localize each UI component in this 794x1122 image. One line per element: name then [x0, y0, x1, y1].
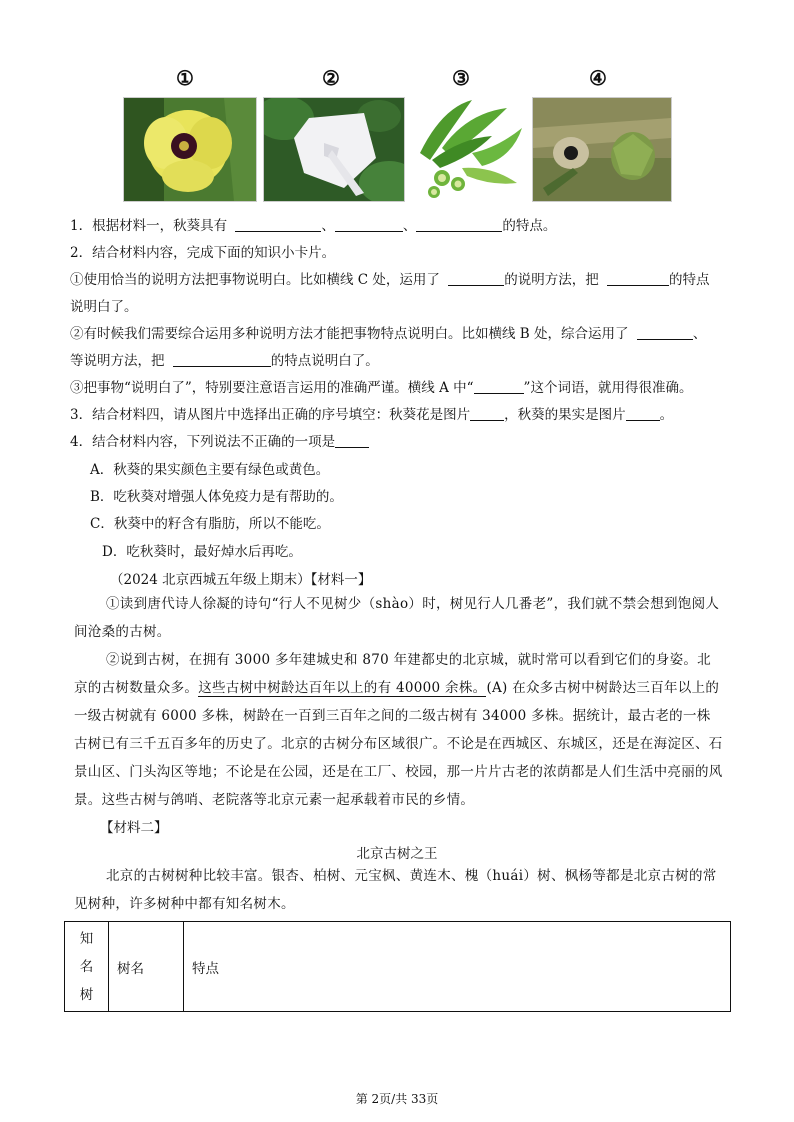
text: 的说明方法，把 [504, 272, 599, 288]
text: 等说明方法，把 [70, 353, 165, 369]
text: ③把事物“说明白了”，特别要注意语言运用的准确严谨。横线 A 中“ [70, 380, 474, 396]
text: ①使用恰当的说明方法把事物说明白。比如横线 C 处，运用了 [70, 272, 440, 288]
page-footer: 第 2页/共 33页 [355, 1092, 439, 1106]
option-d[interactable]: D．吃秋葵时，最好焯水后再吃。 [102, 544, 302, 560]
question-3 [70, 403, 673, 423]
passage-paragraph-1: ①读到唐代诗人徐凝的诗句“行人不见树少（shào）时，树见行人几番老”，我们就不禁会想到饱阅人间沧桑的古树。 [74, 596, 720, 640]
char: 树 [79, 986, 94, 1003]
text: 4．结合材料内容，下列说法不正确的一项是 [70, 434, 336, 450]
option-c[interactable]: C．秋葵中的籽含有脂肪，所以不能吃。 [90, 516, 330, 532]
table-header-tree-name: 树名 [109, 922, 184, 1012]
char: 知 [79, 930, 94, 947]
okra-pods-photo [411, 97, 526, 202]
text: ，秋葵的果实是图片 [504, 407, 626, 423]
material-2-title: 北京古树之王 [356, 846, 438, 862]
white-flower-photo [263, 97, 405, 202]
question-2-2-cont [70, 349, 379, 369]
answer-blank[interactable] [626, 406, 660, 421]
question-1 [70, 214, 556, 234]
passage-paragraph-2 [74, 646, 724, 814]
text: 、 [692, 326, 707, 342]
text: ②说到古树，在拥有 3000 多年建城史和 870 年建都史的北京城，就时常可以看到它们的身姿。北京的古树数量众多。 [74, 652, 711, 696]
passage-source: （2024 北京西城五年级上期末）【材料一】 [110, 572, 372, 588]
option-a[interactable]: A．秋葵的果实颜色主要有绿色或黄色。 [90, 462, 330, 478]
question-2-1 [70, 268, 710, 288]
answer-blank[interactable] [416, 217, 502, 232]
separator: 、 [402, 218, 417, 234]
material-2-paragraph: 北京的古树树种比较丰富。银杏、柏树、元宝枫、黄连木、槐（huái）树、枫杨等都是北京古树的常见树种，许多树种中都有知名树木。 [74, 868, 717, 912]
text: 。 [659, 407, 674, 423]
answer-blank[interactable] [335, 217, 403, 232]
dry-fruit-photo [532, 97, 672, 202]
text: (A) 在众多古树中树龄达三百年以上的一级古树就有 6000 多株，树龄在一百到三百年之间的二级古树有 34000 多株。据统计，最古老的一株古树已有三千五百多年的历史了。北京的古树分布区域很广。不论是在西城区、东城区，还是在海淀区、石景山区、门头沟区等地；不论是在公园，还是在工厂、校园，那一片片古老的浓荫都是人们生活中亮丽的风景。这些古树与鸽哨、老院落等北京元素一起承载着市民的乡情。 [74, 680, 723, 808]
material-2-label: 【材料二】 [100, 820, 168, 836]
image-number-4: ④ [589, 66, 607, 90]
image-number-1: ① [176, 66, 194, 90]
text: 3．结合材料四，请从图片中选择出正确的序号填空：秋葵花是图片 [70, 407, 471, 423]
question-1-text: 1．根据材料一，秋葵具有 [70, 218, 228, 234]
table-header-feature: 特点 [184, 922, 731, 1012]
question-2-2 [70, 322, 706, 342]
text: ”这个词语，就用得很准确。 [523, 380, 693, 396]
text: ②有时候我们需要综合运用多种说明方法才能把事物特点说明白。比如横线 B 处，综合运用了 [70, 326, 629, 342]
famous-trees-table [64, 921, 731, 1012]
answer-blank[interactable] [173, 352, 271, 367]
text: 的特点 [669, 272, 710, 288]
separator: 、 [321, 218, 335, 234]
image-number-2: ② [322, 66, 340, 90]
table-header-famous-tree [65, 922, 109, 1012]
answer-blank[interactable] [637, 325, 693, 340]
image-number-3: ③ [452, 66, 470, 90]
answer-blank[interactable] [235, 217, 321, 232]
answer-blank[interactable] [607, 271, 669, 286]
question-4 [70, 430, 369, 450]
underlined-sentence-a: 这些古树中树龄达百年以上的有 40000 余株。 [198, 680, 487, 696]
question-1-end: 的特点。 [502, 218, 557, 234]
question-2-3 [70, 376, 692, 396]
answer-blank[interactable] [335, 433, 369, 448]
answer-blank[interactable] [448, 271, 504, 286]
question-2-1-cont: 说明白了。 [70, 299, 138, 315]
option-b[interactable]: B．吃秋葵对增强人体免疫力是有帮助的。 [90, 489, 343, 505]
yellow-flower-photo [123, 97, 257, 202]
answer-blank[interactable] [470, 406, 504, 421]
answer-blank[interactable] [474, 379, 524, 394]
char: 名 [79, 958, 94, 975]
text: 的特点说明白了。 [270, 353, 379, 369]
question-2: 2．结合材料内容，完成下面的知识小卡片。 [70, 245, 336, 261]
